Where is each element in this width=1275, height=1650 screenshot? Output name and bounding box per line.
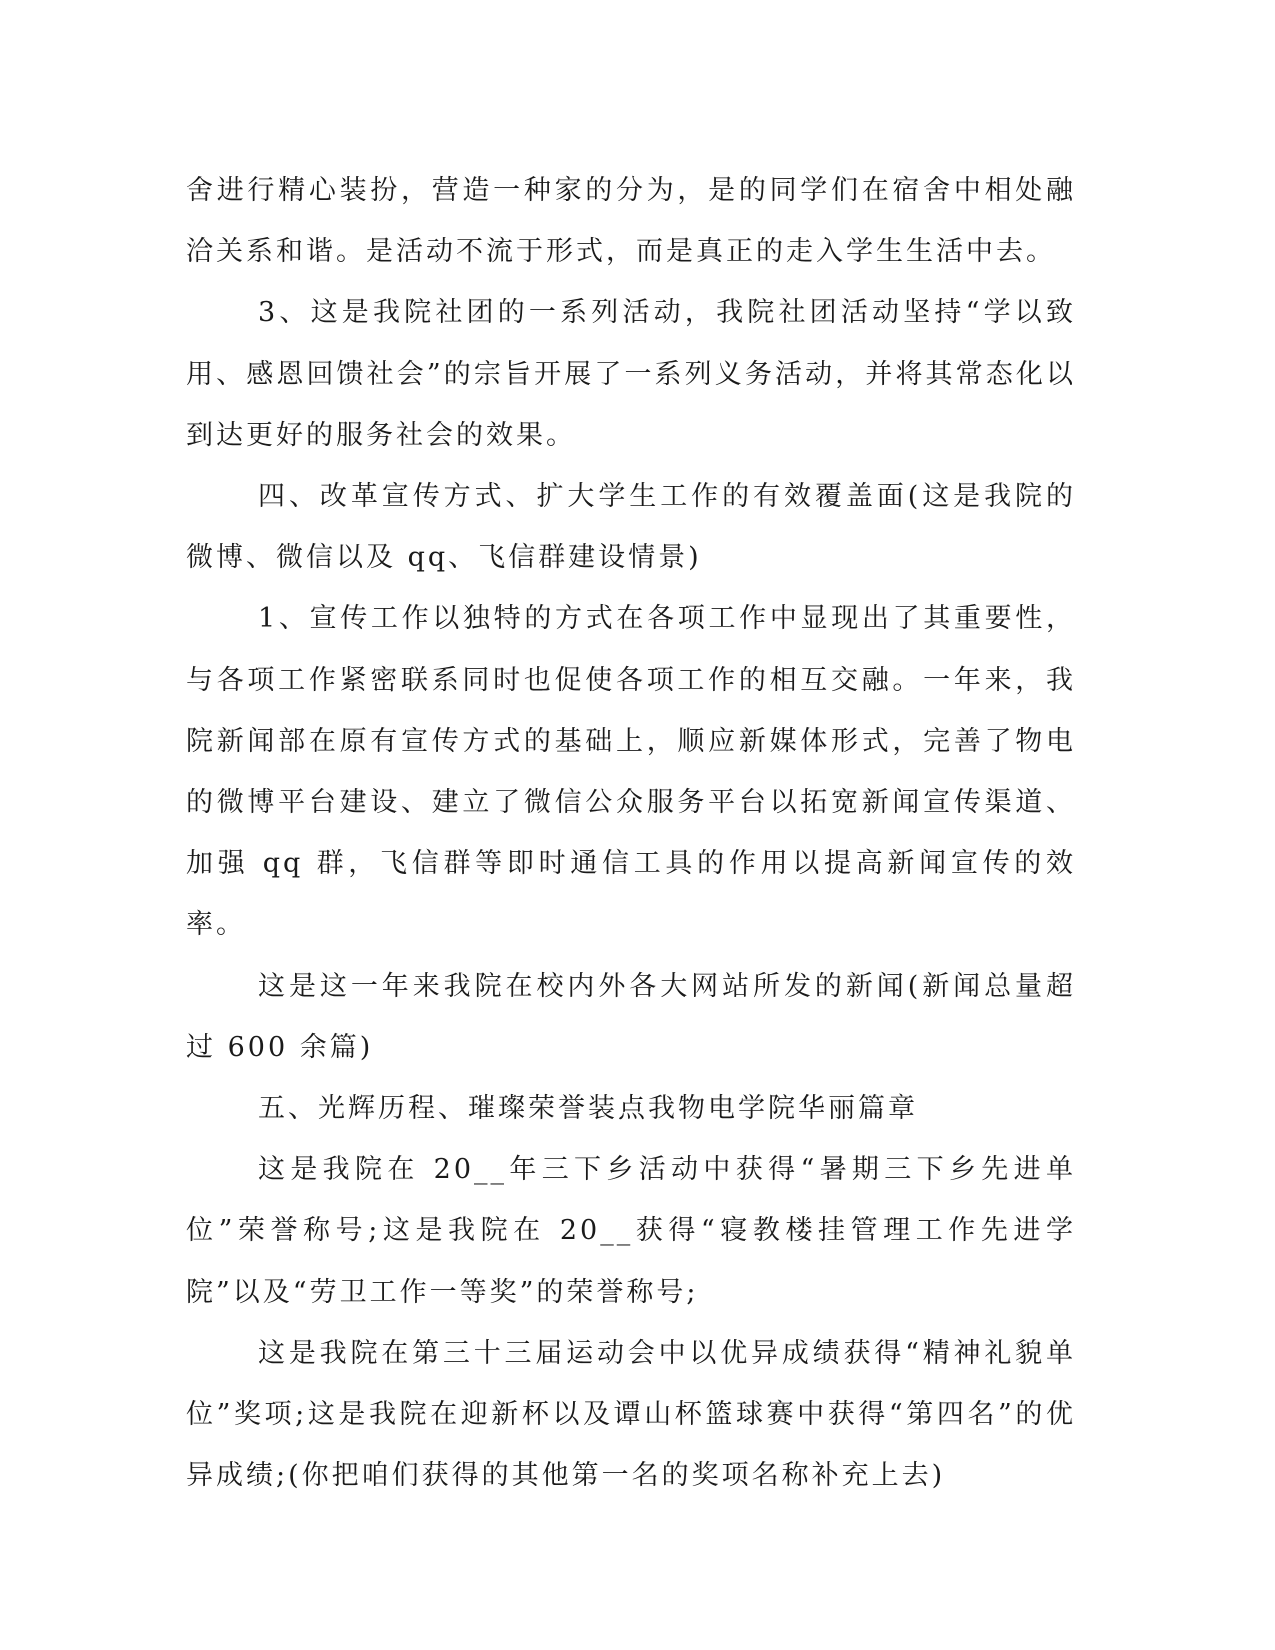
paragraph: 3、这是我院社团的一系列活动，我院社团活动坚持“学以致用、感恩回馈社会”的宗旨开展了一系列义务活动，并将其常态化以到达更好的服务社会的效果。 xyxy=(186,297,1076,451)
paragraph: 这是这一年来我院在校内外各大网站所发的新闻(新闻总量超过 600 余篇) xyxy=(186,970,1076,1063)
paragraph: 1、宣传工作以独特的方式在各项工作中显现出了其重要性，与各项工作紧密联系同时也促使各项工作的相互交融。一年来，我院新闻部在原有宣传方式的基础上，顺应新媒体形式，完善了物电的微博平台建设、建立了微信公众服务平台以拓宽新闻宣传渠道、加强 qq 群，飞信群等即时通信工具的作用以提高新闻宣传的效率。 xyxy=(186,603,1076,941)
section-heading: 五、光辉历程、璀璨荣誉装点我物电学院华丽篇章 xyxy=(258,1093,918,1125)
paragraph: 这是我院在 20__年三下乡活动中获得“暑期三下乡先进单位”荣誉称号;这是我院在 20__获得“寝教楼挂管理工作先进学院”以及“劳卫工作一等奖”的荣誉称号; xyxy=(186,1154,1076,1308)
body-text xyxy=(186,160,1076,1506)
paragraph: 舍进行精心装扮，营造一种家的分为，是的同学们在宿舍中相处融洽关系和谐。是活动不流于形式，而是真正的走入学生生活中去。 xyxy=(186,175,1076,268)
section-heading: 四、改革宣传方式、扩大学生工作的有效覆盖面(这是我院的微博、微信以及 qq、飞信群建设情景) xyxy=(186,481,1076,574)
paragraph: 这是我院在第三十三届运动会中以优异成绩获得“精神礼貌单位”奖项;这是我院在迎新杯以及谭山杯篮球赛中获得“第四名”的优异成绩;(你把咱们获得的其他第一名的奖项名称补充上去) xyxy=(186,1337,1076,1492)
